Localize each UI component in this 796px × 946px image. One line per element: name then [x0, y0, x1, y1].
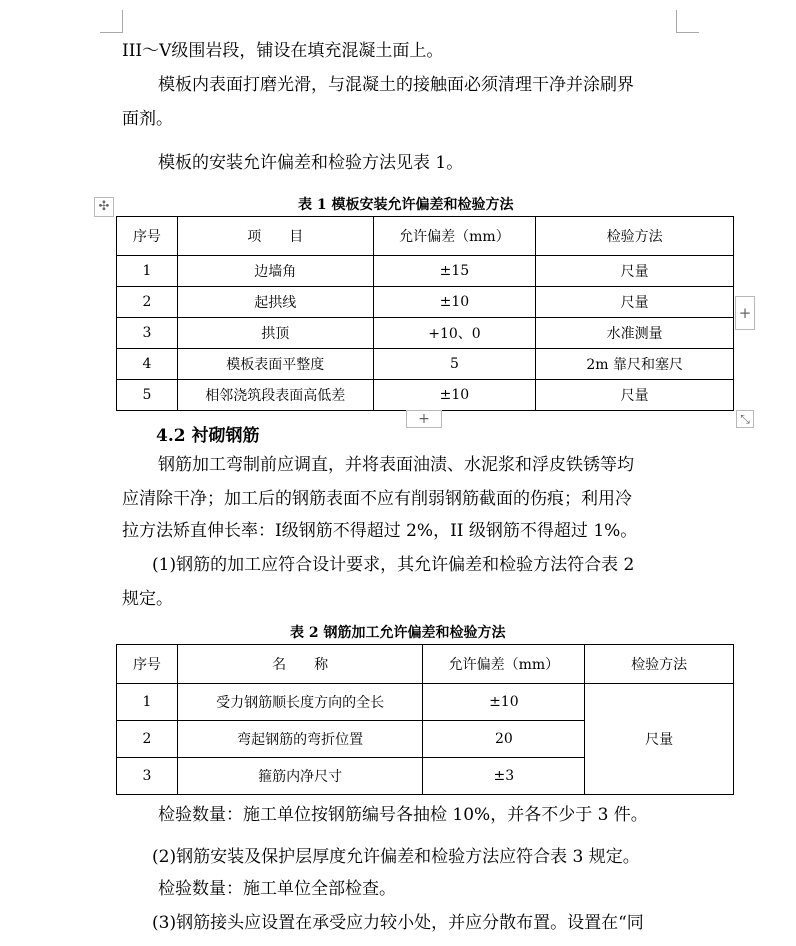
table-cell: 2 — [117, 721, 178, 758]
table-cell: 1 — [117, 256, 178, 287]
table-cell: 弯起钢筋的弯折位置 — [177, 721, 423, 758]
paragraph-line: 模板内表面打磨光滑，与混凝土的接触面必须清理干净并涂刷界 — [158, 75, 634, 95]
table-cell: 受力钢筋顺长度方向的全长 — [177, 684, 423, 721]
table-cell: 1 — [117, 684, 178, 721]
table-cell: 3 — [117, 318, 178, 349]
table-cell: 箍筋内净尺寸 — [177, 758, 423, 795]
table1-caption: 表 1 模板安装允许偏差和检验方法 — [298, 197, 514, 213]
table-cell: 20 — [423, 721, 585, 758]
table2-header-cell: 名 称 — [177, 645, 423, 684]
table2-header-row — [117, 645, 734, 684]
paragraph-line: III～Ⅴ级围岩段，铺设在填充混凝土面上。 — [122, 41, 444, 61]
table-cell: 尺量 — [536, 380, 734, 411]
table2 — [116, 644, 734, 795]
table-row — [117, 318, 734, 349]
add-row-plus-icon[interactable]: + — [406, 410, 442, 428]
table-move-handle-icon[interactable]: ✣ — [94, 197, 114, 217]
table1-header-cell: 允许偏差（mm） — [373, 217, 536, 256]
paragraph-line: (1)钢筋的加工应符合设计要求，其允许偏差和检验方法符合表 2 — [152, 555, 635, 575]
table-cell: ±10 — [373, 287, 536, 318]
section-heading: 4.2 衬砌钢筋 — [156, 426, 260, 446]
paragraph-line: (2)钢筋安装及保护层厚度允许偏差和检验方法应符合表 3 规定。 — [152, 847, 640, 867]
table1-header-cell: 检验方法 — [536, 217, 734, 256]
table-cell: ±10 — [423, 684, 585, 721]
paragraph-line: 面剂。 — [122, 109, 173, 129]
paragraph-line: 拉方法矫直伸长率：Ⅰ级钢筋不得超过 2%，II 级钢筋不得超过 1%。 — [122, 521, 638, 541]
table-cell: 尺量 — [536, 287, 734, 318]
table-cell: ±15 — [373, 256, 536, 287]
table-cell: 模板表面平整度 — [177, 349, 373, 380]
table-cell: ±3 — [423, 758, 585, 795]
page-corner-mark-top-left — [100, 10, 123, 33]
table-cell-merged: 尺量 — [585, 684, 734, 795]
paragraph-line: 模板的安装允许偏差和检验方法见表 1。 — [158, 153, 464, 173]
table-cell: 3 — [117, 758, 178, 795]
table-cell: 拱顶 — [177, 318, 373, 349]
table-cell: 2m 靠尺和塞尺 — [536, 349, 734, 380]
table1-header-cell: 项 目 — [177, 217, 373, 256]
table-row — [117, 287, 734, 318]
table-cell: +10、0 — [373, 318, 536, 349]
table-cell: 尺量 — [536, 256, 734, 287]
table2-caption: 表 2 钢筋加工允许偏差和检验方法 — [290, 625, 506, 641]
add-column-plus-icon[interactable]: + — [735, 296, 755, 330]
table-row — [117, 380, 734, 411]
table1 — [116, 216, 734, 411]
table-cell: ±10 — [373, 380, 536, 411]
table-cell: 2 — [117, 287, 178, 318]
table2-header-cell: 序号 — [117, 645, 178, 684]
page-corner-mark-top-right — [676, 10, 699, 33]
table-cell: 边墙角 — [177, 256, 373, 287]
paragraph-line: 规定。 — [122, 589, 173, 609]
table-cell: 起拱线 — [177, 287, 373, 318]
table-cell: 4 — [117, 349, 178, 380]
paragraph-line: 应清除干净；加工后的钢筋表面不应有削弱钢筋截面的伤痕；利用冷 — [122, 489, 632, 509]
paragraph-line: 检验数量：施工单位全部检查。 — [158, 879, 396, 899]
table-cell: 5 — [117, 380, 178, 411]
paragraph-line: (3)钢筋接头应设置在承受应力较小处，并应分散布置。设置在“同 — [152, 913, 644, 933]
table-cell: 相邻浇筑段表面高低差 — [177, 380, 373, 411]
table2-header-cell: 允许偏差（mm） — [423, 645, 585, 684]
table-row — [117, 684, 734, 721]
table-cell: 5 — [373, 349, 536, 380]
table-resize-icon[interactable]: ⤡ — [736, 410, 754, 428]
table-row — [117, 256, 734, 287]
table-row — [117, 349, 734, 380]
table1-header-cell: 序号 — [117, 217, 178, 256]
paragraph-line: 检验数量：施工单位按钢筋编号各抽检 10%，并各不少于 3 件。 — [158, 805, 648, 825]
table2-header-cell: 检验方法 — [585, 645, 734, 684]
paragraph-line: 钢筋加工弯制前应调直，并将表面油渍、水泥浆和浮皮铁锈等均 — [158, 455, 634, 475]
table-cell: 水准测量 — [536, 318, 734, 349]
table1-header-row — [117, 217, 734, 256]
